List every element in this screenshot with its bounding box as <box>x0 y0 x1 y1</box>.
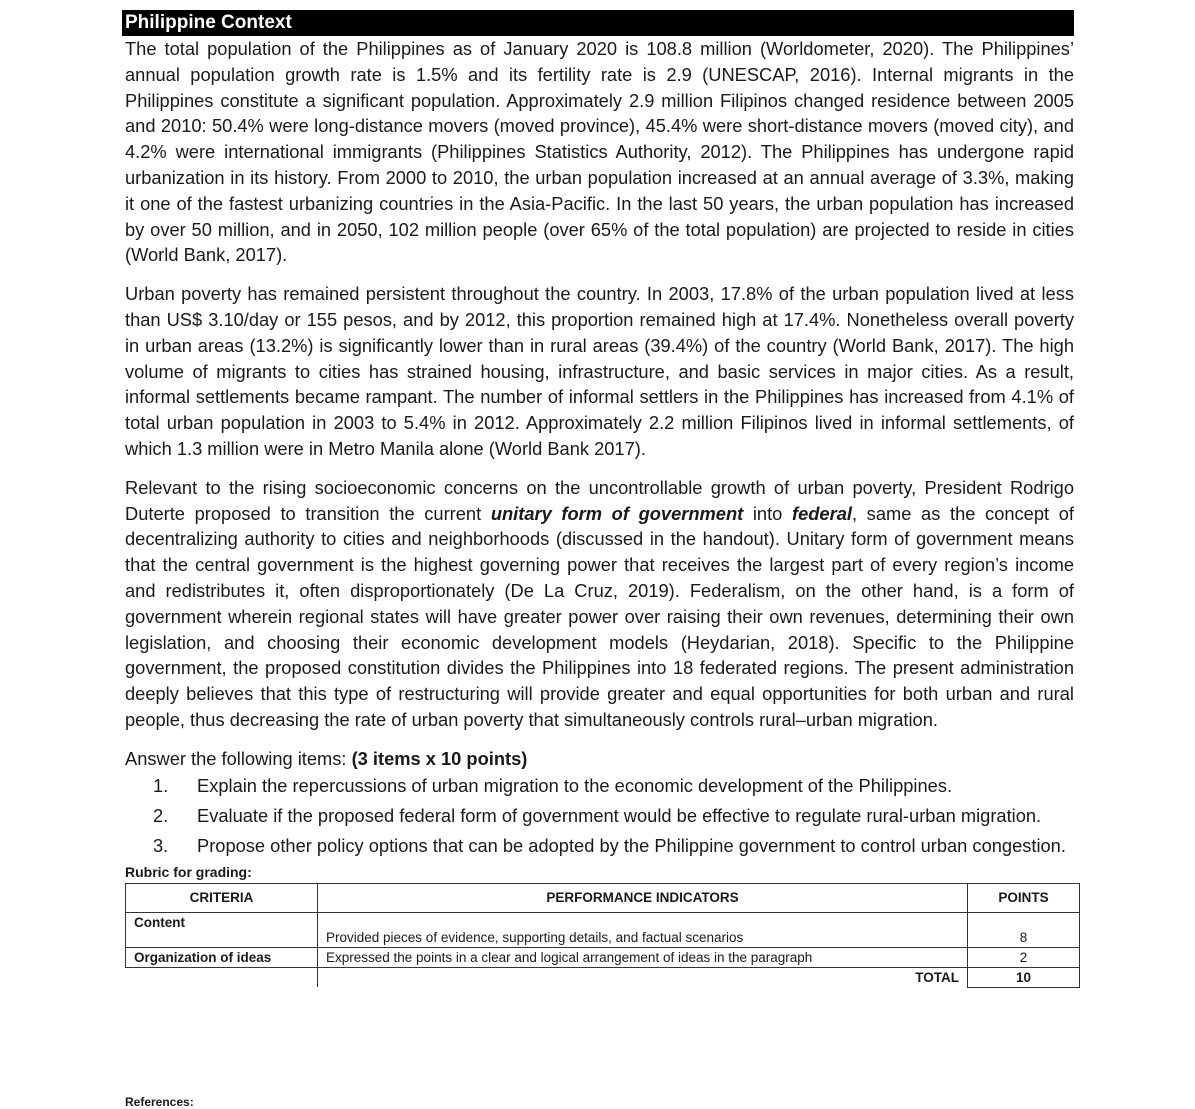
questions-intro-text: Answer the following items: <box>125 747 352 769</box>
paragraph-federalism-part-a: Relevant to the rising socioeconomic concerns on the uncontrollable growth of urban poverty, President Rodrigo Duterte proposed to transition the current <box>125 476 1074 524</box>
rubric-points: 8 <box>968 912 1080 947</box>
rubric-criteria: Content <box>126 912 318 947</box>
paragraph-population: The total population of the Philippines as of January 2020 is 108.8 million (Worldometer, 2020). The Philippines’ annual population growth rate is 1.5% and its fertility rate is 2.9 (UNESCAP, 2016). Internal migrants in the Philippines constitute a significant population. Approximately 2.9 million Filipinos changed residence between 2005 and 2010: 50.4% were long-distance movers (moved province), 45.4% were short-distance movers (moved city), and 4.2% were international immigrants (Philippines Statistics Authority, 2012). The Philippines has undergone rapid urbanization in its history. From 2000 to 2010, the urban population increased at an annual average of 3.3%, making it one of the fastest urbanizing countries in the Asia-Pacific. In the last 50 years, the urban population has increased by over 50 million, and in 2050, 102 million people (over 65% of the total population) are projected to reside in cities (World Bank, 2017). <box>125 38 1074 266</box>
rubric-row <box>126 912 1080 947</box>
questions-intro-points: (3 items x 10 points) <box>351 747 528 769</box>
section-heading: Philippine Context <box>122 10 1074 36</box>
question-text: Propose other policy options that can be adopted by the Philippine government to control urban congestion. <box>197 834 1066 856</box>
rubric-table <box>125 883 1080 988</box>
emphasis-unitary: unitary form of government <box>490 502 744 524</box>
header-points: POINTS <box>968 883 1080 912</box>
paragraph-federalism-part-b: into <box>743 502 792 524</box>
rubric-indicator: Expressed the points in a clear and logical arrangement of ideas in the paragraph <box>318 947 968 967</box>
question-item <box>125 772 1074 800</box>
question-number: 3. <box>153 834 169 856</box>
rubric-title: Rubric for grading: <box>125 863 252 880</box>
question-number: 1. <box>153 774 169 796</box>
question-text: Evaluate if the proposed federal form of government would be effective to regulate rural-urban migration. <box>197 804 1042 826</box>
questions-intro <box>125 746 1074 772</box>
question-item <box>125 832 1074 860</box>
paragraph-federalism <box>125 475 1074 733</box>
document-page <box>122 10 1074 988</box>
rubric-header-row <box>126 883 1080 912</box>
rubric-row <box>126 947 1080 967</box>
paragraph-urban-poverty: Urban poverty has remained persistent throughout the country. In 2003, 17.8% of the urban population lived at less than US$ 3.10/day or 155 pesos, and by 2012, this proportion remained high at 17.4%. Nonetheless overall poverty in urban areas (13.2%) is significantly lower than in rural areas (39.4%) of the country (World Bank, 2017). The high volume of migrants to cities has strained housing, infrastructure, and basic services in major cities. As a result, informal settlements became rampant. The number of informal settlers in the Philippines has increased from 4.1% of total urban population in 2003 to 5.4% in 2012. Approximately 2.2 million Filipinos lived in informal settlements, of which 1.3 million were in Metro Manila alone (World Bank 2017). <box>125 283 1074 459</box>
rubric-criteria: Organization of ideas <box>126 947 318 967</box>
header-indicators: PERFORMANCE INDICATORS <box>318 883 968 912</box>
rubric-indicator: Provided pieces of evidence, supporting details, and factual scenarios <box>318 912 968 947</box>
emphasis-federal: federal <box>792 502 852 524</box>
references-label: References: <box>125 1095 194 1109</box>
question-item <box>125 802 1074 830</box>
rubric-total-row <box>126 967 1080 987</box>
rubric-points: 2 <box>968 947 1080 967</box>
question-text: Explain the repercussions of urban migration to the economic development of the Philippines. <box>197 774 953 796</box>
header-criteria: CRITERIA <box>126 883 318 912</box>
question-number: 2. <box>153 804 169 826</box>
total-label: TOTAL <box>318 967 968 987</box>
total-points: 10 <box>968 967 1080 987</box>
paragraph-federalism-part-c: , same as the concept of decentralizing authority to cities and neighborhoods (discussed in the handout). Unitary form of government means that the central government is the highest governing power that receives the largest part of every region’s income and redistributes it, often disproportionately (De La Cruz, 2019). Federalism, on the other hand, is a form of government wherein regional states will have greater power over raising their own revenues, determining their own legislation, and choosing their economic development models (Heydarian, 2018). Specific to the Philippine government, the proposed constitution divides the Philippines into 18 federated regions. The present administration deeply believes that this type of restructuring will provide greater and equal opportunities for both urban and rural people, thus decreasing the rate of urban poverty that simultaneously controls rural–urban migration. <box>125 502 1074 730</box>
question-list <box>122 772 1074 860</box>
